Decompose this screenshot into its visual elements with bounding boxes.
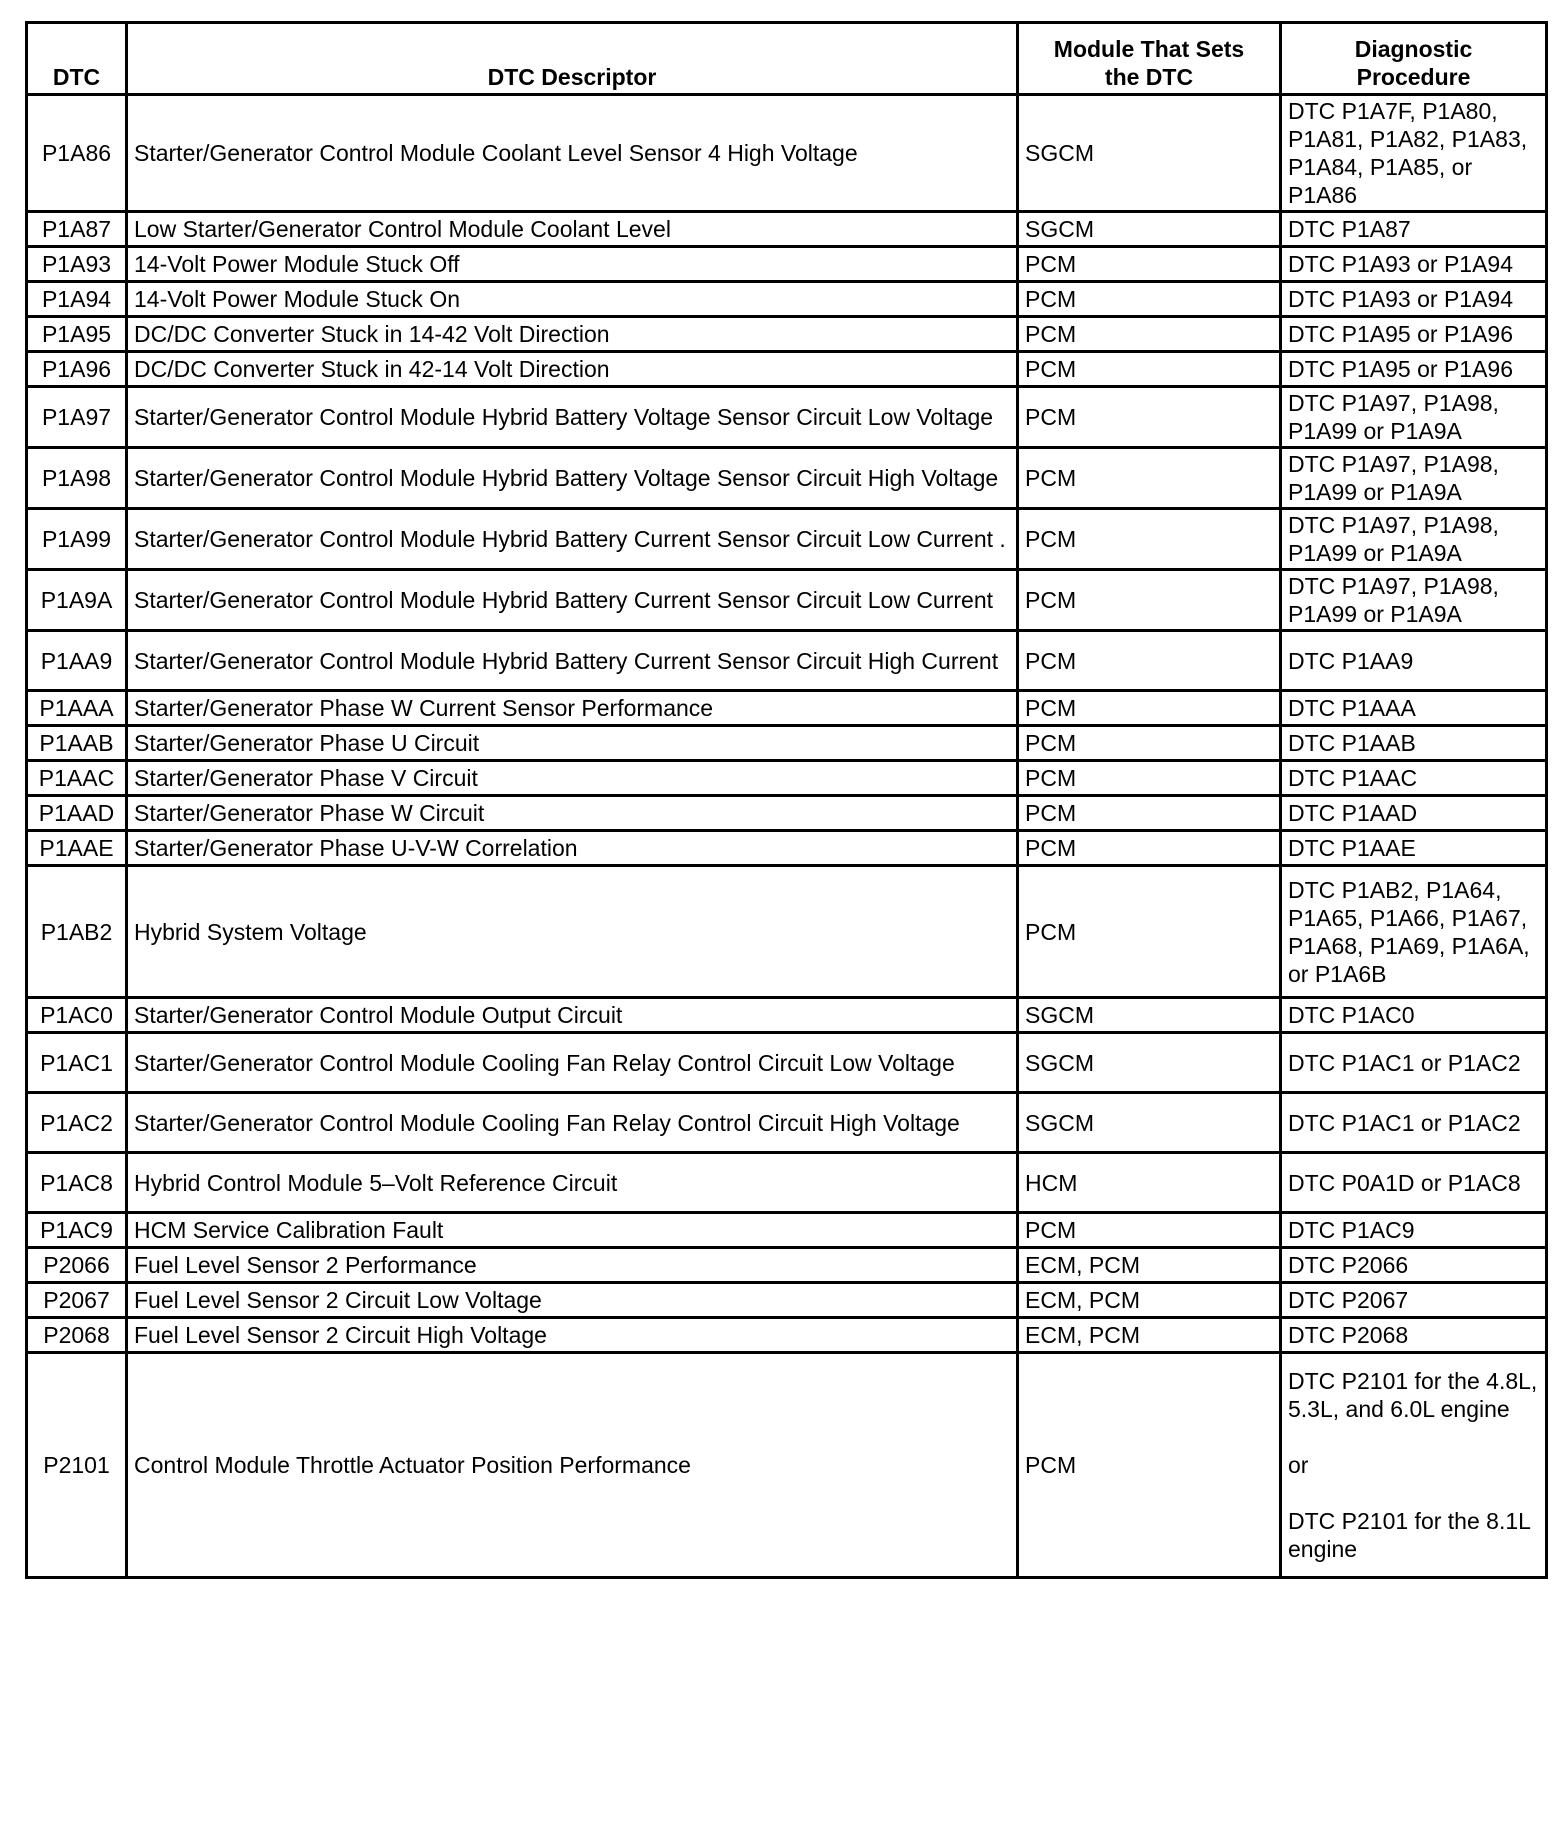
module-cell: PCM xyxy=(1018,509,1281,570)
descriptor-cell: 14-Volt Power Module Stuck On xyxy=(127,282,1018,317)
dtc-cell: P1AAC xyxy=(27,761,127,796)
dtc-cell: P1AAE xyxy=(27,831,127,866)
descriptor-cell: Starter/Generator Control Module Hybrid Battery Current Sensor Circuit Low Current xyxy=(127,570,1018,631)
table-row xyxy=(27,1318,1547,1353)
module-cell: PCM xyxy=(1018,726,1281,761)
table-row xyxy=(27,1033,1547,1093)
procedure-cell: DTC P1A7F, P1A80, P1A81, P1A82, P1A83, P1A84, P1A85, or P1A86 xyxy=(1281,95,1547,212)
table-row xyxy=(27,1283,1547,1318)
procedure-cell: DTC P2067 xyxy=(1281,1283,1547,1318)
procedure-cell: DTC P1A97, P1A98, P1A99 or P1A9A xyxy=(1281,570,1547,631)
dtc-cell: P1A87 xyxy=(27,212,127,247)
dtc-cell: P1AA9 xyxy=(27,631,127,691)
descriptor-cell: Starter/Generator Control Module Coolant Level Sensor 4 High Voltage xyxy=(127,95,1018,212)
table-row xyxy=(27,631,1547,691)
dtc-cell: P1AC1 xyxy=(27,1033,127,1093)
dtc-cell: P1AAD xyxy=(27,796,127,831)
procedure-cell: DTC P2068 xyxy=(1281,1318,1547,1353)
module-cell: PCM xyxy=(1018,866,1281,998)
table-row xyxy=(27,1153,1547,1213)
header-procedure: Diagnostic Procedure xyxy=(1281,23,1547,95)
dtc-cell: P2101 xyxy=(27,1353,127,1578)
table-row xyxy=(27,1248,1547,1283)
procedure-cell: DTC P1A97, P1A98, P1A99 or P1A9A xyxy=(1281,448,1547,509)
module-cell: PCM xyxy=(1018,352,1281,387)
module-cell: PCM xyxy=(1018,448,1281,509)
module-cell: ECM, PCM xyxy=(1018,1248,1281,1283)
procedure-cell: DTC P2066 xyxy=(1281,1248,1547,1283)
descriptor-cell: Starter/Generator Control Module Cooling Fan Relay Control Circuit High Voltage xyxy=(127,1093,1018,1153)
module-cell: PCM xyxy=(1018,1213,1281,1248)
dtc-cell: P1A94 xyxy=(27,282,127,317)
header-dtc: DTC xyxy=(27,23,127,95)
table-row xyxy=(27,1213,1547,1248)
descriptor-cell: Starter/Generator Phase W Circuit xyxy=(127,796,1018,831)
module-cell: HCM xyxy=(1018,1153,1281,1213)
descriptor-cell: 14-Volt Power Module Stuck Off xyxy=(127,247,1018,282)
table-row xyxy=(27,570,1547,631)
dtc-cell: P1A9A xyxy=(27,570,127,631)
descriptor-cell: DC/DC Converter Stuck in 14-42 Volt Direction xyxy=(127,317,1018,352)
procedure-cell: DTC P1AC1 or P1AC2 xyxy=(1281,1033,1547,1093)
dtc-table xyxy=(25,21,1548,1579)
dtc-cell: P1A98 xyxy=(27,448,127,509)
module-cell: ECM, PCM xyxy=(1018,1318,1281,1353)
descriptor-cell: Hybrid System Voltage xyxy=(127,866,1018,998)
module-cell: PCM xyxy=(1018,761,1281,796)
module-cell: PCM xyxy=(1018,387,1281,448)
table-row xyxy=(27,796,1547,831)
dtc-cell: P1AC8 xyxy=(27,1153,127,1213)
procedure-cell: DTC P1AAE xyxy=(1281,831,1547,866)
table-row xyxy=(27,247,1547,282)
module-cell: PCM xyxy=(1018,631,1281,691)
dtc-cell: P2068 xyxy=(27,1318,127,1353)
module-cell: SGCM xyxy=(1018,1033,1281,1093)
descriptor-cell: Low Starter/Generator Control Module Coolant Level xyxy=(127,212,1018,247)
descriptor-cell: Fuel Level Sensor 2 Performance xyxy=(127,1248,1018,1283)
descriptor-cell: Control Module Throttle Actuator Position Performance xyxy=(127,1353,1018,1578)
table-row xyxy=(27,448,1547,509)
dtc-cell: P2066 xyxy=(27,1248,127,1283)
descriptor-cell: Starter/Generator Phase W Current Sensor Performance xyxy=(127,691,1018,726)
descriptor-cell: Starter/Generator Phase U-V-W Correlation xyxy=(127,831,1018,866)
table-row xyxy=(27,1093,1547,1153)
dtc-cell: P1A99 xyxy=(27,509,127,570)
dtc-cell: P1AB2 xyxy=(27,866,127,998)
procedure-cell: DTC P1AC9 xyxy=(1281,1213,1547,1248)
procedure-cell: DTC P1A93 or P1A94 xyxy=(1281,282,1547,317)
dtc-cell: P1AAB xyxy=(27,726,127,761)
dtc-cell: P1A96 xyxy=(27,352,127,387)
module-cell: PCM xyxy=(1018,282,1281,317)
table-row xyxy=(27,352,1547,387)
module-cell: PCM xyxy=(1018,247,1281,282)
table-body xyxy=(27,95,1547,1578)
table-row xyxy=(27,282,1547,317)
table-row xyxy=(27,212,1547,247)
procedure-cell: DTC P1A97, P1A98, P1A99 or P1A9A xyxy=(1281,509,1547,570)
descriptor-cell: DC/DC Converter Stuck in 42-14 Volt Direction xyxy=(127,352,1018,387)
procedure-cell: DTC P1A95 or P1A96 xyxy=(1281,352,1547,387)
descriptor-cell: Starter/Generator Control Module Hybrid Battery Current Sensor Circuit High Current xyxy=(127,631,1018,691)
dtc-cell: P1A93 xyxy=(27,247,127,282)
dtc-cell: P1AC9 xyxy=(27,1213,127,1248)
dtc-cell: P2067 xyxy=(27,1283,127,1318)
procedure-cell: DTC P1A93 or P1A94 xyxy=(1281,247,1547,282)
descriptor-cell: Fuel Level Sensor 2 Circuit High Voltage xyxy=(127,1318,1018,1353)
procedure-cell: DTC P0A1D or P1AC8 xyxy=(1281,1153,1547,1213)
procedure-cell: DTC P1AAD xyxy=(1281,796,1547,831)
header-descriptor: DTC Descriptor xyxy=(127,23,1018,95)
table-row xyxy=(27,509,1547,570)
procedure-cell: DTC P1AA9 xyxy=(1281,631,1547,691)
table-row xyxy=(27,1353,1547,1578)
descriptor-cell: Fuel Level Sensor 2 Circuit Low Voltage xyxy=(127,1283,1018,1318)
module-cell: PCM xyxy=(1018,317,1281,352)
module-cell: PCM xyxy=(1018,691,1281,726)
table-row xyxy=(27,95,1547,212)
dtc-cell: P1A86 xyxy=(27,95,127,212)
module-cell: SGCM xyxy=(1018,1093,1281,1153)
procedure-cell: DTC P1AC0 xyxy=(1281,998,1547,1033)
dtc-cell: P1A95 xyxy=(27,317,127,352)
descriptor-cell: HCM Service Calibration Fault xyxy=(127,1213,1018,1248)
module-cell: PCM xyxy=(1018,831,1281,866)
procedure-cell: DTC P1AC1 or P1AC2 xyxy=(1281,1093,1547,1153)
descriptor-cell: Starter/Generator Control Module Output Circuit xyxy=(127,998,1018,1033)
procedure-cell: DTC P1AAA xyxy=(1281,691,1547,726)
dtc-cell: P1A97 xyxy=(27,387,127,448)
descriptor-cell: Starter/Generator Control Module Cooling Fan Relay Control Circuit Low Voltage xyxy=(127,1033,1018,1093)
table-row xyxy=(27,998,1547,1033)
module-cell: ECM, PCM xyxy=(1018,1283,1281,1318)
table-row xyxy=(27,866,1547,998)
descriptor-cell: Starter/Generator Control Module Hybrid Battery Voltage Sensor Circuit Low Voltage xyxy=(127,387,1018,448)
descriptor-cell: Starter/Generator Phase U Circuit xyxy=(127,726,1018,761)
header-module: Module That Sets the DTC xyxy=(1018,23,1281,95)
procedure-cell: DTC P1AB2, P1A64, P1A65, P1A66, P1A67, P1A68, P1A69, P1A6A, or P1A6B xyxy=(1281,866,1547,998)
procedure-cell: DTC P1AAB xyxy=(1281,726,1547,761)
table-row xyxy=(27,831,1547,866)
module-cell: PCM xyxy=(1018,1353,1281,1578)
procedure-cell: DTC P2101 for the 4.8L, 5.3L, and 6.0L engine or DTC P2101 for the 8.1L engine xyxy=(1281,1353,1547,1578)
table-row xyxy=(27,761,1547,796)
descriptor-cell: Hybrid Control Module 5–Volt Reference Circuit xyxy=(127,1153,1018,1213)
dtc-cell: P1AC2 xyxy=(27,1093,127,1153)
procedure-cell: DTC P1AAC xyxy=(1281,761,1547,796)
table-row xyxy=(27,726,1547,761)
module-cell: SGCM xyxy=(1018,95,1281,212)
table-row xyxy=(27,387,1547,448)
module-cell: PCM xyxy=(1018,570,1281,631)
module-cell: SGCM xyxy=(1018,998,1281,1033)
procedure-cell: DTC P1A95 or P1A96 xyxy=(1281,317,1547,352)
dtc-cell: P1AAA xyxy=(27,691,127,726)
module-cell: SGCM xyxy=(1018,212,1281,247)
procedure-cell: DTC P1A97, P1A98, P1A99 or P1A9A xyxy=(1281,387,1547,448)
table-row xyxy=(27,691,1547,726)
descriptor-cell: Starter/Generator Control Module Hybrid Battery Voltage Sensor Circuit High Voltage xyxy=(127,448,1018,509)
descriptor-cell: Starter/Generator Control Module Hybrid Battery Current Sensor Circuit Low Current . xyxy=(127,509,1018,570)
header-row xyxy=(27,23,1547,95)
module-cell: PCM xyxy=(1018,796,1281,831)
descriptor-cell: Starter/Generator Phase V Circuit xyxy=(127,761,1018,796)
table-row xyxy=(27,317,1547,352)
dtc-cell: P1AC0 xyxy=(27,998,127,1033)
procedure-cell: DTC P1A87 xyxy=(1281,212,1547,247)
